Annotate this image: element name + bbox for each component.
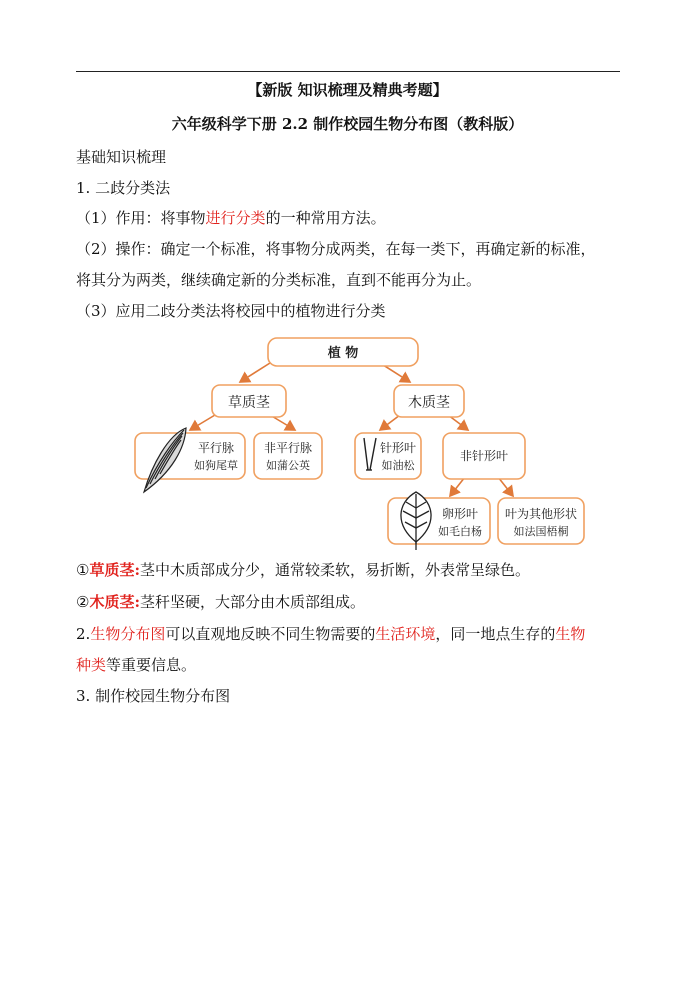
arrow-wood-needle <box>380 415 400 430</box>
item2-term-env: 生活环境 <box>375 625 436 643</box>
node-nonneedle-title: 非针形叶 <box>459 449 509 463</box>
p1-text-b: 的一种常用方法。 <box>265 209 386 227</box>
node-oval-title: 卵形叶 <box>441 507 479 521</box>
def1-number: ① <box>76 561 90 579</box>
banner-title: 【新版 知识梳理及精典考题】 <box>247 81 448 99</box>
item3-heading: 3. 制作校园生物分布图 <box>76 687 231 705</box>
node-needle-title: 针形叶 <box>379 441 417 455</box>
node-oval-example: 如毛白杨 <box>438 525 482 538</box>
node-parallel-title: 平行脉 <box>197 441 235 455</box>
item2-term-species-b: 种类 <box>76 656 107 674</box>
paragraph-application: （3）应用二歧分类法将校园中的植物进行分类 <box>76 302 386 320</box>
def2-text: 茎秆坚硬，大部分由木质部组成。 <box>140 593 366 611</box>
item2-text-a: 可以直观地反映不同生物需要的 <box>165 625 376 643</box>
item2-term-species-a: 生物 <box>555 625 586 643</box>
page-title: 六年级科学下册 2.2 制作校园生物分布图（教科版） <box>171 115 524 133</box>
definition-woody <box>76 592 365 612</box>
item2-text-c: 等重要信息。 <box>106 656 197 674</box>
def1-term: 草质茎: <box>89 561 140 579</box>
node-nonparallel-title: 非平行脉 <box>263 441 313 455</box>
def2-term: 木质茎: <box>89 593 140 611</box>
item2-line1 <box>76 624 585 644</box>
paragraph-function <box>76 208 386 228</box>
item2-number: 2. <box>76 625 91 643</box>
node-other-title: 叶为其他形状 <box>504 507 578 521</box>
item2-term-map: 生物分布图 <box>90 625 166 643</box>
classification-diagram <box>130 330 590 550</box>
def2-number: ② <box>76 593 90 611</box>
node-nonparallel-box <box>254 433 322 479</box>
p1-highlight: 进行分类 <box>205 209 266 227</box>
definition-herbaceous <box>76 560 530 580</box>
node-needle-example: 如油松 <box>381 459 415 472</box>
item1-heading: 1. 二歧分类法 <box>76 179 171 197</box>
node-root-label: 植 物 <box>327 346 359 361</box>
arrow-nonneedle-oval <box>450 477 465 496</box>
node-wood-label: 木质茎 <box>408 395 450 411</box>
paragraph-operation-line2: 将其分为两类，继续确定新的分类标准，直到不能再分为止。 <box>76 271 482 289</box>
node-nonparallel-example: 如蒲公英 <box>266 459 310 472</box>
item2-text-b: ，同一地点生存的 <box>435 625 556 643</box>
node-herb-label: 草质茎 <box>228 395 270 411</box>
p1-text-a: （1）作用：将事物 <box>76 209 206 227</box>
paragraph-operation-line1: （2）操作：确定一个标准，将事物分成两类，在每一类下，再确定新的标准， <box>76 240 596 258</box>
header-rule <box>76 71 620 72</box>
def1-text: 茎中木质部成分少，通常较柔软，易折断，外表常呈绿色。 <box>140 561 531 579</box>
arrow-root-herb <box>240 363 270 382</box>
node-other-example: 如法国梧桐 <box>513 525 569 538</box>
item2-line2 <box>76 655 196 675</box>
section-heading: 基础知识梳理 <box>76 148 167 166</box>
node-parallel-example: 如狗尾草 <box>194 459 238 472</box>
arrow-herb-parallel <box>190 415 215 430</box>
arrow-nonneedle-other <box>498 477 513 496</box>
